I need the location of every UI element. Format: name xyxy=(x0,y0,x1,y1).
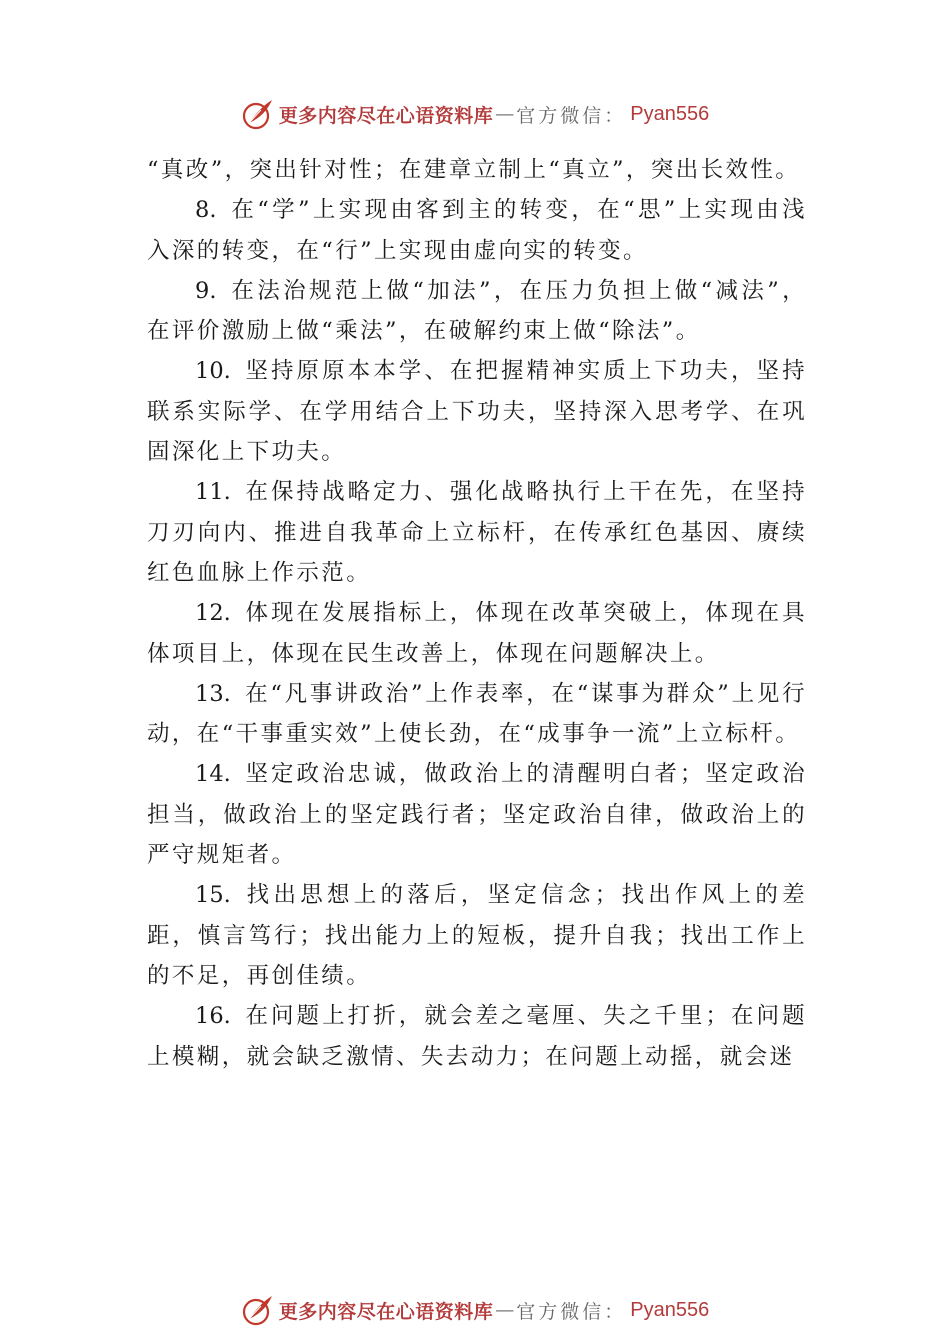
list-item-12 xyxy=(147,593,807,674)
list-item-number: 12. xyxy=(195,600,231,627)
list-item-15 xyxy=(147,875,807,996)
header-brand: 更多内容尽在心语资料库 xyxy=(278,104,494,127)
header-separator: — xyxy=(495,103,515,125)
header-banner xyxy=(0,94,950,134)
list-item-11 xyxy=(147,472,807,593)
list-item-number: 10. xyxy=(195,358,231,385)
list-item-10 xyxy=(147,351,807,472)
list-item-number: 9. xyxy=(195,277,217,304)
list-item-number: 11. xyxy=(195,479,231,506)
header-wechat-label: 官方微信： xyxy=(516,104,627,127)
feather-circle-logo-icon xyxy=(241,1293,275,1327)
list-item-text: 在保持战略定力、强化战略执行上干在先，在坚持刀刃向内、推进自我革命上立标杆，在传承红色基因、赓续红色血脉上作示范。 xyxy=(147,479,807,586)
list-item-text: 在“凡事讲政治”上作表率，在“谋事为群众”上见行动，在“干事重实效”上使长劲，在“成事争一流”上立标杆。 xyxy=(147,680,807,748)
list-item-number: 8. xyxy=(195,197,217,224)
header-wechat-id: Pyan556 xyxy=(630,102,710,125)
footer-brand: 更多内容尽在心语资料库 xyxy=(278,1300,494,1323)
list-item-text: 在法治规范上做“加法”，在压力负担上做“减法”，在评价激励上做“乘法”，在破解约束上做“除法”。 xyxy=(147,277,807,345)
footer-banner xyxy=(0,1290,950,1330)
list-item-text: 在问题上打折，就会差之毫厘、失之千里；在问题上模糊，就会缺乏激情、失去动力；在问题上动摇，就会迷 xyxy=(147,1003,807,1070)
list-item-number: 16. xyxy=(195,1003,231,1030)
list-item-number: 13. xyxy=(195,680,231,707)
list-item-number: 15. xyxy=(195,882,231,909)
footer-separator: — xyxy=(495,1299,515,1321)
continuation-paragraph: “真改”，突出针对性；在建章立制上“真立”，突出长效性。 xyxy=(147,157,801,183)
list-item-16 xyxy=(147,996,807,1077)
footer-wechat-id: Pyan556 xyxy=(630,1298,710,1321)
list-item-13 xyxy=(147,674,807,755)
list-item-8 xyxy=(147,190,807,271)
list-item-text: 体现在发展指标上，体现在改革突破上，体现在具体项目上，体现在民生改善上，体现在问题解决上。 xyxy=(147,600,807,667)
list-item-text: 找出思想上的落后，坚定信念；找出作风上的差距，慎言笃行；找出能力上的短板，提升自我；找出工作上的不足，再创佳绩。 xyxy=(147,882,807,989)
list-item-14 xyxy=(147,754,807,875)
footer-wechat-label: 官方微信： xyxy=(516,1300,627,1323)
document-body xyxy=(147,150,807,1077)
list-item-9 xyxy=(147,271,807,352)
list-item-number: 14. xyxy=(195,761,231,788)
list-item-text: 在“学”上实现由客到主的转变，在“思”上实现由浅入深的转变，在“行”上实现由虚向实的转变。 xyxy=(147,197,807,264)
feather-circle-logo-icon xyxy=(241,97,275,131)
list-item-text: 坚持原原本本学、在把握精神实质上下功夫，坚持联系实际学、在学用结合上下功夫，坚持深入思考学、在巩固深化上下功夫。 xyxy=(147,358,807,466)
list-item-text: 坚定政治忠诚，做政治上的清醒明白者；坚定政治担当，做政治上的坚定践行者；坚定政治自律，做政治上的严守规矩者。 xyxy=(147,761,807,869)
